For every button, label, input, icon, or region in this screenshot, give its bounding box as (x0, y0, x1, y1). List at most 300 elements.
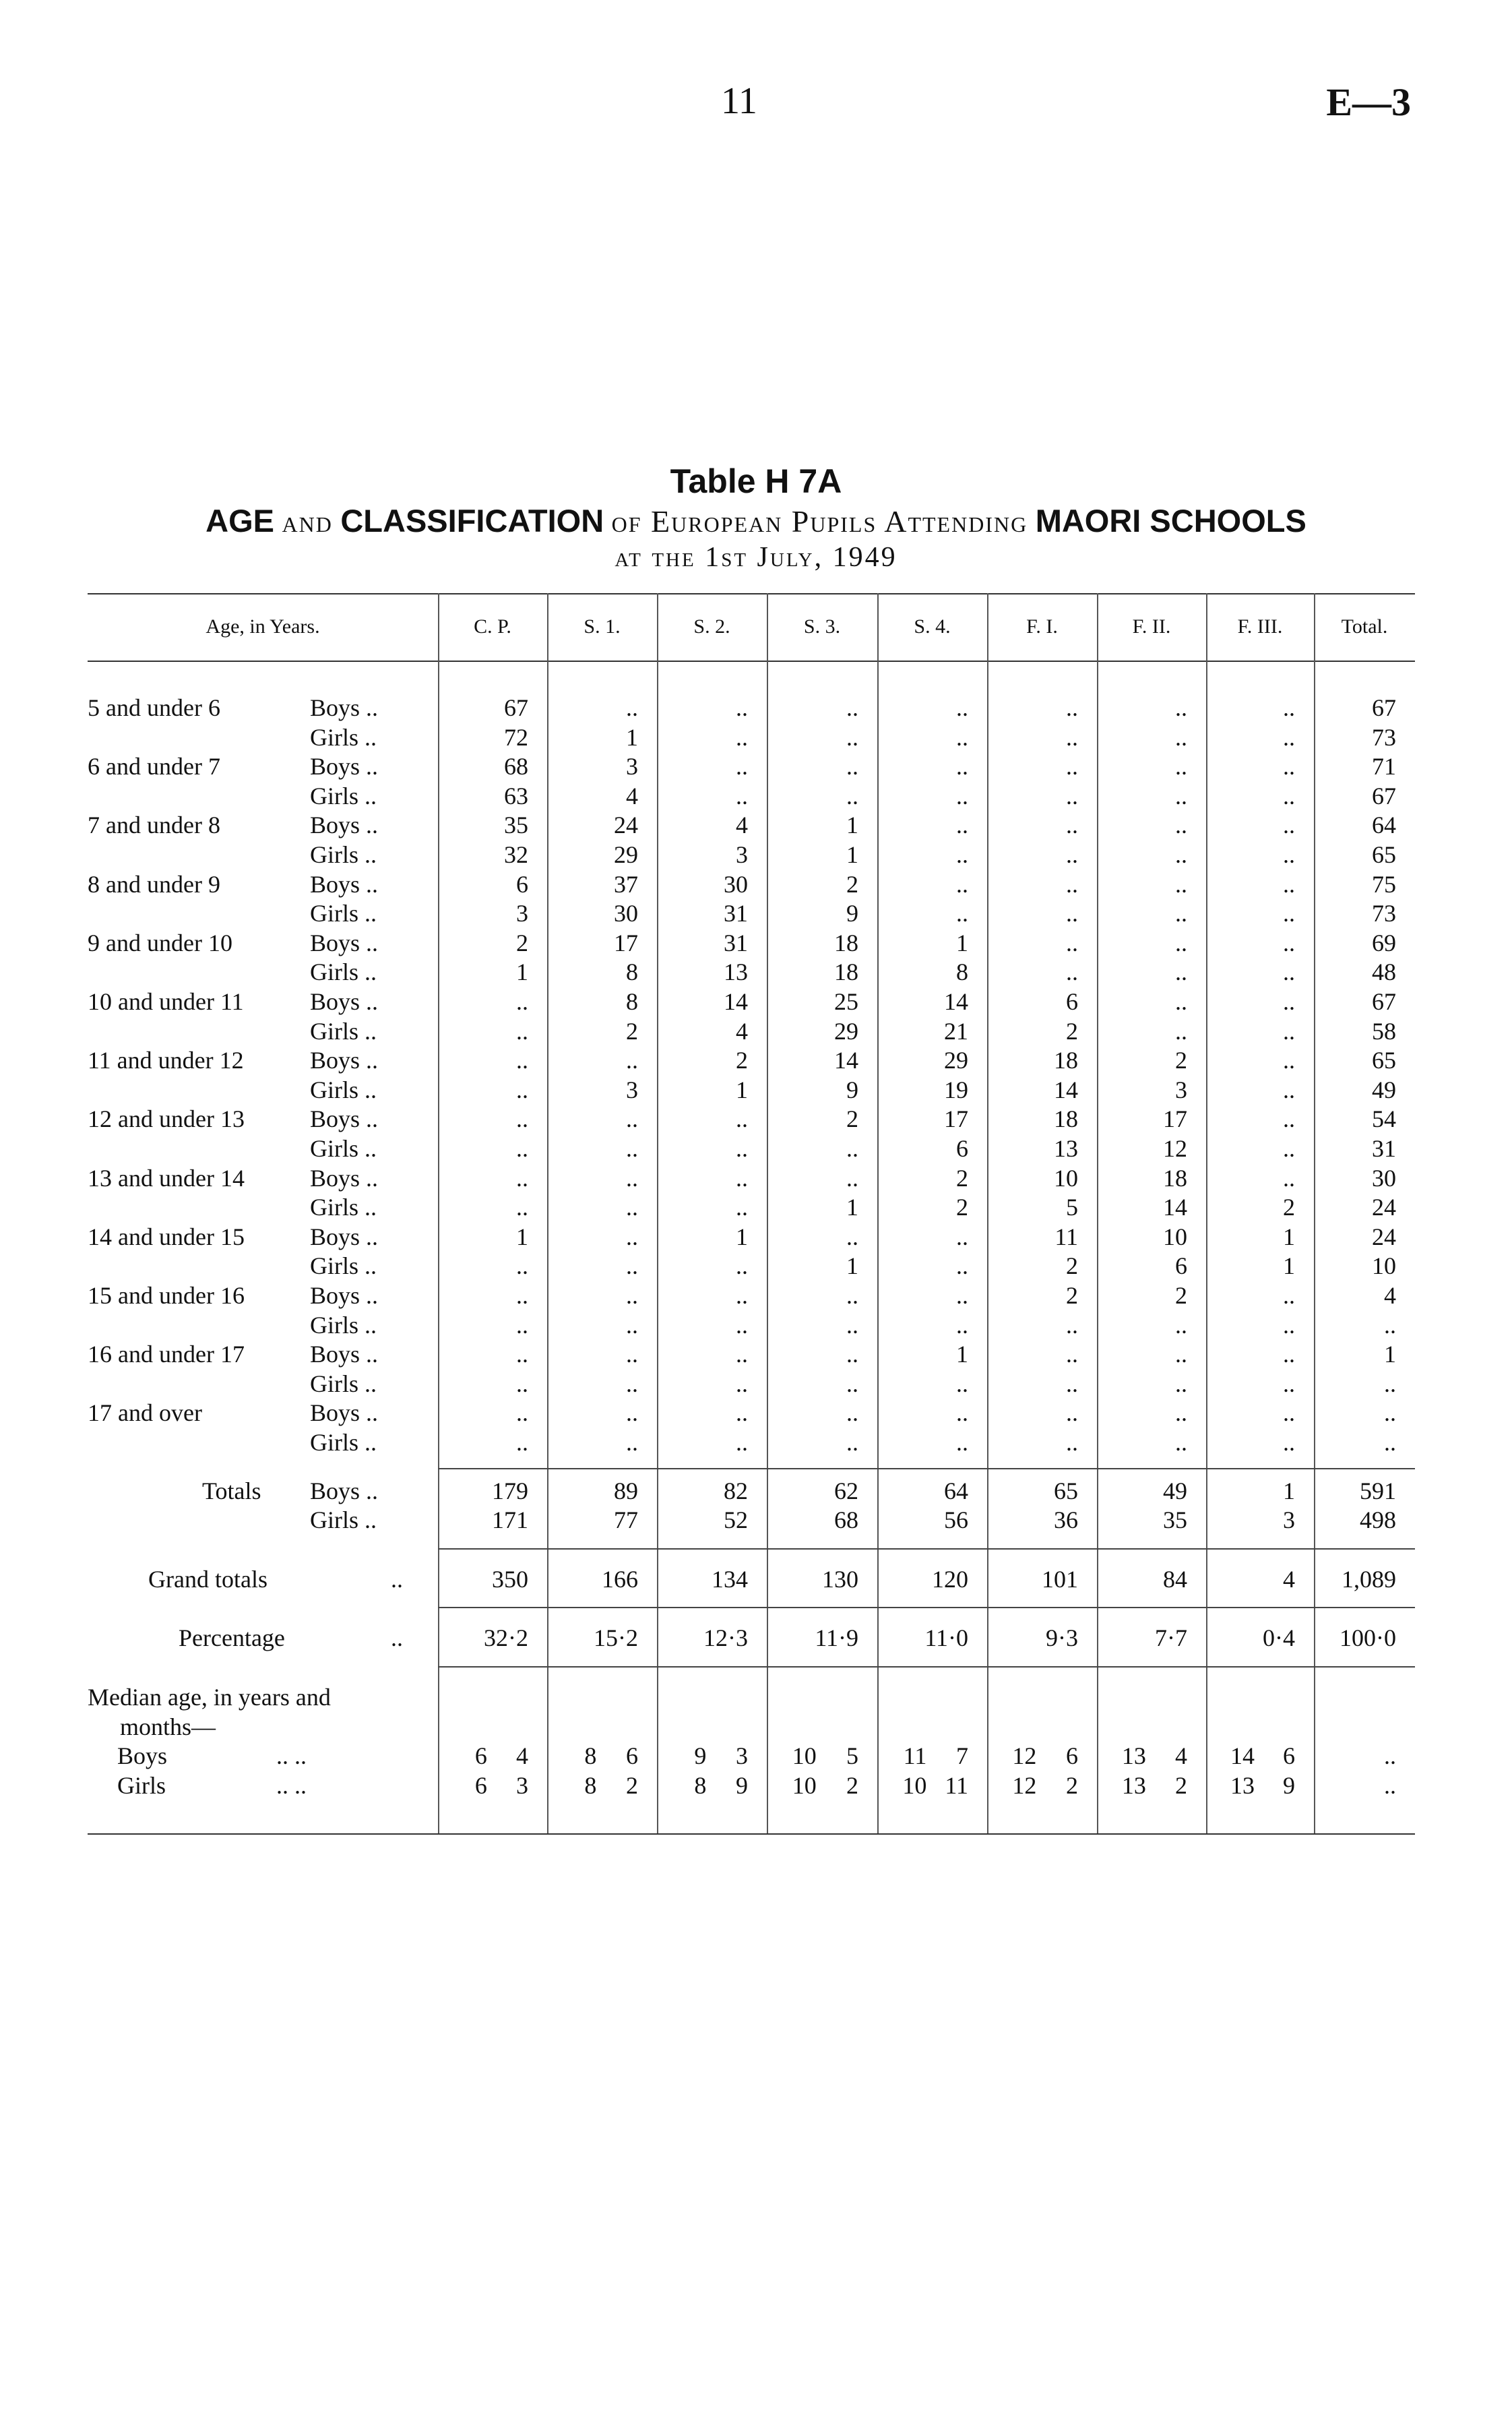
boys-cell: .. (736, 1341, 748, 1368)
boys-cell: .. (1175, 812, 1187, 839)
totals-girls-cell: 498 (1360, 1506, 1396, 1534)
girls-cell: 18 (834, 958, 858, 986)
boys-cell: 29 (944, 1047, 968, 1074)
girls-cell: .. (846, 1370, 858, 1397)
girls-cell: .. (1283, 958, 1295, 986)
girls-cell: .. (1283, 1311, 1295, 1339)
boys-cell: 1 (1283, 1223, 1295, 1250)
boys-cell: .. (956, 870, 968, 898)
median-boys-cell-months: 6 (1066, 1742, 1078, 1770)
median-boys-cell-months: 6 (626, 1742, 638, 1770)
girls-cell: 6 (1175, 1252, 1187, 1280)
median-boys-cell-years: 13 (1121, 1742, 1146, 1770)
girls-cell: 58 (1372, 1017, 1396, 1045)
percentage-label: Percentage (179, 1624, 285, 1652)
boys-cell: 67 (1372, 694, 1396, 721)
boys-cell: .. (1283, 812, 1295, 839)
boys-cell: .. (1175, 870, 1187, 898)
boys-cell: 1 (956, 929, 968, 956)
totals-boys-label: Boys .. (310, 1477, 379, 1504)
boys-cell: 17 (944, 1105, 968, 1133)
boys-label: Boys .. (310, 870, 379, 898)
boys-cell: 17 (1163, 1105, 1187, 1133)
girls-cell: 1 (516, 958, 528, 986)
boys-cell: .. (846, 1341, 858, 1368)
boys-cell: .. (1175, 929, 1187, 956)
girls-label: Girls .. (310, 958, 377, 986)
girls-cell: .. (956, 1311, 968, 1339)
girls-cell: 21 (944, 1017, 968, 1045)
girls-cell: .. (1175, 1370, 1187, 1397)
boys-cell: .. (736, 1282, 748, 1309)
boys-cell: 14 (944, 988, 968, 1015)
boys-cell: .. (1066, 812, 1078, 839)
boys-cell: 2 (736, 1047, 748, 1074)
totals-rule (438, 1468, 1415, 1469)
boys-cell: 64 (1372, 812, 1396, 839)
median-boys-cell-years: 8 (584, 1742, 597, 1770)
boys-cell: .. (1283, 1282, 1295, 1309)
boys-cell: 71 (1372, 753, 1396, 781)
boys-cell: .. (1175, 694, 1187, 721)
boys-cell: 75 (1372, 870, 1396, 898)
classification-table (88, 593, 1415, 1833)
grand-total-cell: 120 (932, 1565, 968, 1593)
boys-label: Boys .. (310, 812, 379, 839)
girls-label: Girls .. (310, 1076, 377, 1103)
girls-label: Girls .. (310, 1194, 377, 1221)
boys-cell: .. (1283, 1399, 1295, 1427)
table-subtitle: at the 1st July, 1949 (615, 542, 897, 573)
table-name: Table H 7A (670, 462, 842, 500)
grand-total-cell: 134 (712, 1565, 748, 1593)
girls-cell: 14 (1163, 1194, 1187, 1221)
girls-cell: 5 (1066, 1194, 1078, 1221)
boys-label: Boys .. (310, 753, 379, 781)
girls-cell: .. (956, 841, 968, 868)
boys-cell: .. (736, 753, 748, 781)
boys-cell: 3 (626, 753, 638, 781)
girls-cell: .. (736, 723, 748, 751)
median-boys-cell-months: 7 (956, 1742, 968, 1770)
girls-cell: .. (1175, 900, 1187, 927)
girls-cell: .. (956, 782, 968, 809)
boys-cell: 14 (724, 988, 748, 1015)
boys-cell: .. (956, 1282, 968, 1309)
grand-total-cell: 101 (1042, 1565, 1078, 1593)
girls-cell: .. (626, 1429, 638, 1456)
age-label: 6 and under 7 (88, 753, 220, 781)
girls-cell: 1 (1283, 1252, 1295, 1280)
document-code: E—3 (1326, 80, 1411, 124)
girls-cell: 29 (834, 1017, 858, 1045)
age-label: 7 and under 8 (88, 812, 220, 839)
median-boys-cell-months: 4 (516, 1742, 528, 1770)
table-bottom-rule (88, 1833, 1415, 1835)
girls-cell: 13 (1054, 1135, 1078, 1162)
boys-cell: .. (516, 1341, 528, 1368)
girls-cell: 73 (1372, 900, 1396, 927)
girls-label: Girls .. (310, 900, 377, 927)
percentage-cell: 12·3 (703, 1624, 748, 1652)
totals-boys-cell: 49 (1163, 1477, 1187, 1504)
girls-cell: .. (1283, 1135, 1295, 1162)
median-girls-dots: .. .. (276, 1771, 307, 1799)
girls-cell: .. (1175, 1017, 1187, 1045)
boys-cell: .. (846, 694, 858, 721)
median-girls-cell-years: 10 (902, 1771, 927, 1799)
girls-cell: 2 (956, 1194, 968, 1221)
median-boys-cell-months: 4 (1175, 1742, 1187, 1770)
girls-cell: 3 (626, 1076, 638, 1103)
age-label: 10 and under 11 (88, 988, 244, 1015)
median-boys-cell-years: 11 (903, 1742, 927, 1770)
girls-cell: 29 (614, 841, 638, 868)
girls-cell: 4 (736, 1017, 748, 1045)
boys-cell: .. (1283, 988, 1295, 1015)
median-label: Median age, in years and (88, 1684, 331, 1711)
age-label: 5 and under 6 (88, 694, 220, 721)
girls-cell: .. (1175, 958, 1187, 986)
column-header: F. I. (1026, 615, 1058, 638)
boys-cell: .. (516, 1047, 528, 1074)
boys-cell: .. (516, 1164, 528, 1192)
column-header: S. 4. (914, 615, 951, 638)
girls-cell: 48 (1372, 958, 1396, 986)
median-girls-cell-months: 3 (516, 1771, 528, 1799)
boys-cell: 2 (846, 870, 858, 898)
age-label: 9 and under 10 (88, 929, 232, 956)
boys-cell: .. (1384, 1399, 1396, 1427)
boys-cell: .. (1175, 988, 1187, 1015)
boys-cell: 1 (956, 1341, 968, 1368)
column-header: S. 2. (693, 615, 730, 638)
girls-cell: .. (1283, 1076, 1295, 1103)
median-girls-cell-months: 2 (626, 1771, 638, 1799)
boys-cell: .. (1283, 929, 1295, 956)
median-girls-cell-years: 8 (694, 1771, 707, 1799)
age-label: 11 and under 12 (88, 1047, 244, 1074)
totals-boys-cell: 82 (724, 1477, 748, 1504)
girls-cell: .. (516, 1194, 528, 1221)
girls-cell: .. (736, 1194, 748, 1221)
boys-cell: 1 (736, 1223, 748, 1250)
boys-cell: 18 (1054, 1105, 1078, 1133)
boys-cell: 17 (614, 929, 638, 956)
boys-cell: .. (1066, 1341, 1078, 1368)
boys-cell: .. (516, 1282, 528, 1309)
boys-cell: .. (1066, 870, 1078, 898)
boys-cell: .. (516, 1105, 528, 1133)
boys-cell: 11 (1054, 1223, 1078, 1250)
median-boys-cell-months: 3 (736, 1742, 748, 1770)
girls-cell: .. (846, 1135, 858, 1162)
median-girls-cell-months: 2 (1066, 1771, 1078, 1799)
median-boys-cell: .. (1384, 1742, 1396, 1770)
girls-cell: .. (736, 1252, 748, 1280)
boys-cell: .. (626, 1223, 638, 1250)
girls-cell: 4 (626, 782, 638, 809)
boys-cell: .. (956, 753, 968, 781)
totals-girls-cell: 171 (492, 1506, 528, 1534)
boys-cell: 2 (516, 929, 528, 956)
girls-cell: 6 (956, 1135, 968, 1162)
girls-cell: .. (1066, 1311, 1078, 1339)
boys-cell: 37 (614, 870, 638, 898)
boys-cell: .. (1283, 1164, 1295, 1192)
median-label-cont: months— (120, 1713, 216, 1740)
totals-boys-cell: 64 (944, 1477, 968, 1504)
totals-boys-cell: 62 (834, 1477, 858, 1504)
totals-girls-cell: 56 (944, 1506, 968, 1534)
boys-cell: .. (956, 812, 968, 839)
girls-cell: 2 (626, 1017, 638, 1045)
median-girls-cell-years: 6 (474, 1771, 487, 1799)
girls-cell: 67 (1372, 782, 1396, 809)
girls-cell: .. (1175, 782, 1187, 809)
age-label: 12 and under 13 (88, 1105, 245, 1133)
girls-cell: .. (736, 782, 748, 809)
totals-girls-label: Girls .. (310, 1506, 377, 1534)
totals-boys-cell: 591 (1360, 1477, 1396, 1504)
girls-cell: .. (956, 1370, 968, 1397)
girls-cell: 2 (1066, 1017, 1078, 1045)
girls-cell: .. (1066, 1370, 1078, 1397)
median-boys-cell-years: 9 (694, 1742, 707, 1770)
girls-cell: .. (1175, 1311, 1187, 1339)
girls-cell: 72 (504, 723, 528, 751)
boys-label: Boys .. (310, 1223, 379, 1250)
boys-cell: .. (1283, 694, 1295, 721)
girls-cell: .. (1066, 723, 1078, 751)
girls-cell: 8 (626, 958, 638, 986)
totals-girls-cell: 3 (1283, 1506, 1295, 1534)
girls-cell: 3 (736, 841, 748, 868)
girls-cell: 2 (1066, 1252, 1078, 1280)
boys-cell: .. (1283, 1105, 1295, 1133)
boys-cell: .. (626, 1047, 638, 1074)
totals-label: Totals (202, 1477, 261, 1504)
girls-label: Girls .. (310, 841, 377, 868)
title-classification: CLASSIFICATION (340, 503, 604, 539)
girls-cell: .. (1066, 1429, 1078, 1456)
boys-cell: 18 (1163, 1164, 1187, 1192)
boys-cell: .. (1066, 1399, 1078, 1427)
girls-cell: .. (1283, 1017, 1295, 1045)
boys-cell: .. (736, 1105, 748, 1133)
boys-cell: 6 (1066, 988, 1078, 1015)
boys-label: Boys .. (310, 1164, 379, 1192)
boys-cell: .. (1283, 870, 1295, 898)
girls-cell: 30 (614, 900, 638, 927)
boys-cell: 25 (834, 988, 858, 1015)
median-rule (438, 1666, 1415, 1668)
column-header: S. 1. (584, 615, 621, 638)
girls-cell: 14 (1054, 1076, 1078, 1103)
girls-cell: 3 (516, 900, 528, 927)
percentage-cell: 15·2 (594, 1624, 638, 1652)
boys-label: Boys .. (310, 1341, 379, 1368)
girls-label: Girls .. (310, 1135, 377, 1162)
column-header: F. III. (1237, 615, 1283, 638)
boys-cell: 68 (504, 753, 528, 781)
column-header: S. 3. (803, 615, 841, 638)
boys-cell: 24 (614, 812, 638, 839)
title-european-pupils: of European Pupils Attending (611, 504, 1028, 539)
girls-cell: .. (626, 1194, 638, 1221)
boys-cell: 4 (736, 812, 748, 839)
girls-cell: 73 (1372, 723, 1396, 751)
boys-cell: .. (846, 753, 858, 781)
boys-cell: .. (846, 1164, 858, 1192)
title-and: and (282, 504, 333, 539)
grand-total-cell: 166 (602, 1565, 638, 1593)
median-girls-cell: .. (1384, 1771, 1396, 1799)
title-age: AGE (206, 503, 275, 539)
girls-label: Girls .. (310, 723, 377, 751)
boys-cell: 2 (846, 1105, 858, 1133)
boys-cell: 10 (1163, 1223, 1187, 1250)
girls-cell: 19 (944, 1076, 968, 1103)
girls-cell: 1 (846, 1252, 858, 1280)
boys-label: Boys .. (310, 929, 379, 956)
percentage-dots: .. (391, 1624, 403, 1652)
girls-cell: .. (516, 1370, 528, 1397)
median-girls-cell-months: 2 (846, 1771, 858, 1799)
boys-cell: 31 (724, 929, 748, 956)
girls-label: Girls .. (310, 782, 377, 809)
median-boys-label: Boys (117, 1742, 168, 1770)
age-label: 16 and under 17 (88, 1341, 245, 1368)
grand-total-cell: 84 (1163, 1565, 1187, 1593)
girls-cell: 12 (1163, 1135, 1187, 1162)
boys-label: Boys .. (310, 1399, 379, 1427)
boys-cell: .. (1283, 753, 1295, 781)
boys-cell: 30 (1372, 1164, 1396, 1192)
totals-girls-cell: 77 (614, 1506, 638, 1534)
boys-cell: .. (516, 988, 528, 1015)
girls-cell: .. (516, 1252, 528, 1280)
column-header: Age, in Years. (206, 615, 320, 638)
girls-cell: .. (956, 1252, 968, 1280)
percentage-cell: 100·0 (1340, 1624, 1396, 1652)
boys-cell: .. (846, 1282, 858, 1309)
girls-cell: 10 (1372, 1252, 1396, 1280)
boys-cell: 2 (956, 1164, 968, 1192)
boys-label: Boys .. (310, 694, 379, 721)
median-boys-cell-years: 10 (792, 1742, 817, 1770)
boys-cell: .. (626, 1282, 638, 1309)
boys-cell: .. (626, 1105, 638, 1133)
boys-cell: .. (626, 1399, 638, 1427)
median-girls-cell-months: 11 (945, 1771, 968, 1799)
boys-cell: .. (736, 1399, 748, 1427)
page-number: 11 (721, 80, 757, 122)
column-header: F. II. (1132, 615, 1171, 638)
boys-label: Boys .. (310, 988, 379, 1015)
girls-cell: .. (1175, 1429, 1187, 1456)
boys-label: Boys .. (310, 1047, 379, 1074)
boys-cell: .. (626, 1164, 638, 1192)
percentage-cell: 0·4 (1263, 1624, 1295, 1652)
median-girls-cell-years: 13 (1230, 1771, 1255, 1799)
girls-label: Girls .. (310, 1252, 377, 1280)
girls-cell: .. (516, 1076, 528, 1103)
boys-cell: .. (1066, 694, 1078, 721)
boys-cell: .. (736, 1164, 748, 1192)
girls-cell: 31 (724, 900, 748, 927)
boys-cell: .. (846, 1399, 858, 1427)
boys-cell: .. (736, 694, 748, 721)
age-label: 13 and under 14 (88, 1164, 245, 1192)
girls-cell: .. (956, 1429, 968, 1456)
girls-cell: 63 (504, 782, 528, 809)
girls-cell: .. (1175, 841, 1187, 868)
totals-boys-cell: 179 (492, 1477, 528, 1504)
totals-girls-cell: 68 (834, 1506, 858, 1534)
grand-total-cell: 130 (822, 1565, 858, 1593)
girls-cell: 9 (846, 1076, 858, 1103)
girls-cell: .. (1175, 723, 1187, 751)
column-header: C. P. (474, 615, 511, 638)
percentage-cell: 7·7 (1155, 1624, 1187, 1652)
boys-cell: 2 (1175, 1282, 1187, 1309)
girls-cell: .. (1066, 900, 1078, 927)
girls-cell: .. (846, 1429, 858, 1456)
grand-totals-dots: .. (391, 1565, 403, 1593)
girls-cell: .. (1283, 900, 1295, 927)
girls-cell: .. (516, 1135, 528, 1162)
girls-cell: .. (956, 723, 968, 751)
girls-label: Girls .. (310, 1311, 377, 1339)
boys-cell: .. (516, 1399, 528, 1427)
girls-cell: 1 (846, 1194, 858, 1221)
median-boys-dots: .. .. (276, 1742, 307, 1770)
boys-cell: 4 (1384, 1282, 1396, 1309)
girls-cell: .. (1283, 782, 1295, 809)
percentage-cell: 9·3 (1046, 1624, 1078, 1652)
girls-cell: .. (1384, 1429, 1396, 1456)
girls-label: Girls .. (310, 1429, 377, 1456)
boys-cell: .. (1066, 753, 1078, 781)
table-title (0, 502, 1512, 539)
boys-label: Boys .. (310, 1105, 379, 1133)
boys-cell: .. (1175, 1341, 1187, 1368)
grand-total-cell: 1,089 (1342, 1565, 1396, 1593)
boys-cell: 18 (1054, 1047, 1078, 1074)
boys-cell: .. (1283, 1341, 1295, 1368)
boys-cell: .. (1283, 1047, 1295, 1074)
girls-cell: .. (1384, 1311, 1396, 1339)
median-boys-cell-months: 6 (1283, 1742, 1295, 1770)
girls-cell: .. (1283, 1429, 1295, 1456)
boys-cell: 1 (1384, 1341, 1396, 1368)
grand-total-cell: 4 (1283, 1565, 1295, 1593)
boys-cell: .. (846, 1223, 858, 1250)
boys-cell: .. (626, 1341, 638, 1368)
girls-cell: .. (956, 900, 968, 927)
boys-cell: 65 (1372, 1047, 1396, 1074)
girls-cell: 1 (736, 1076, 748, 1103)
girls-cell: .. (736, 1429, 748, 1456)
age-label: 15 and under 16 (88, 1282, 245, 1309)
boys-cell: .. (626, 694, 638, 721)
boys-cell: 30 (724, 870, 748, 898)
totals-girls-cell: 35 (1163, 1506, 1187, 1534)
boys-cell: 67 (504, 694, 528, 721)
girls-cell: .. (1283, 1370, 1295, 1397)
grand-totals-rule (438, 1548, 1415, 1550)
